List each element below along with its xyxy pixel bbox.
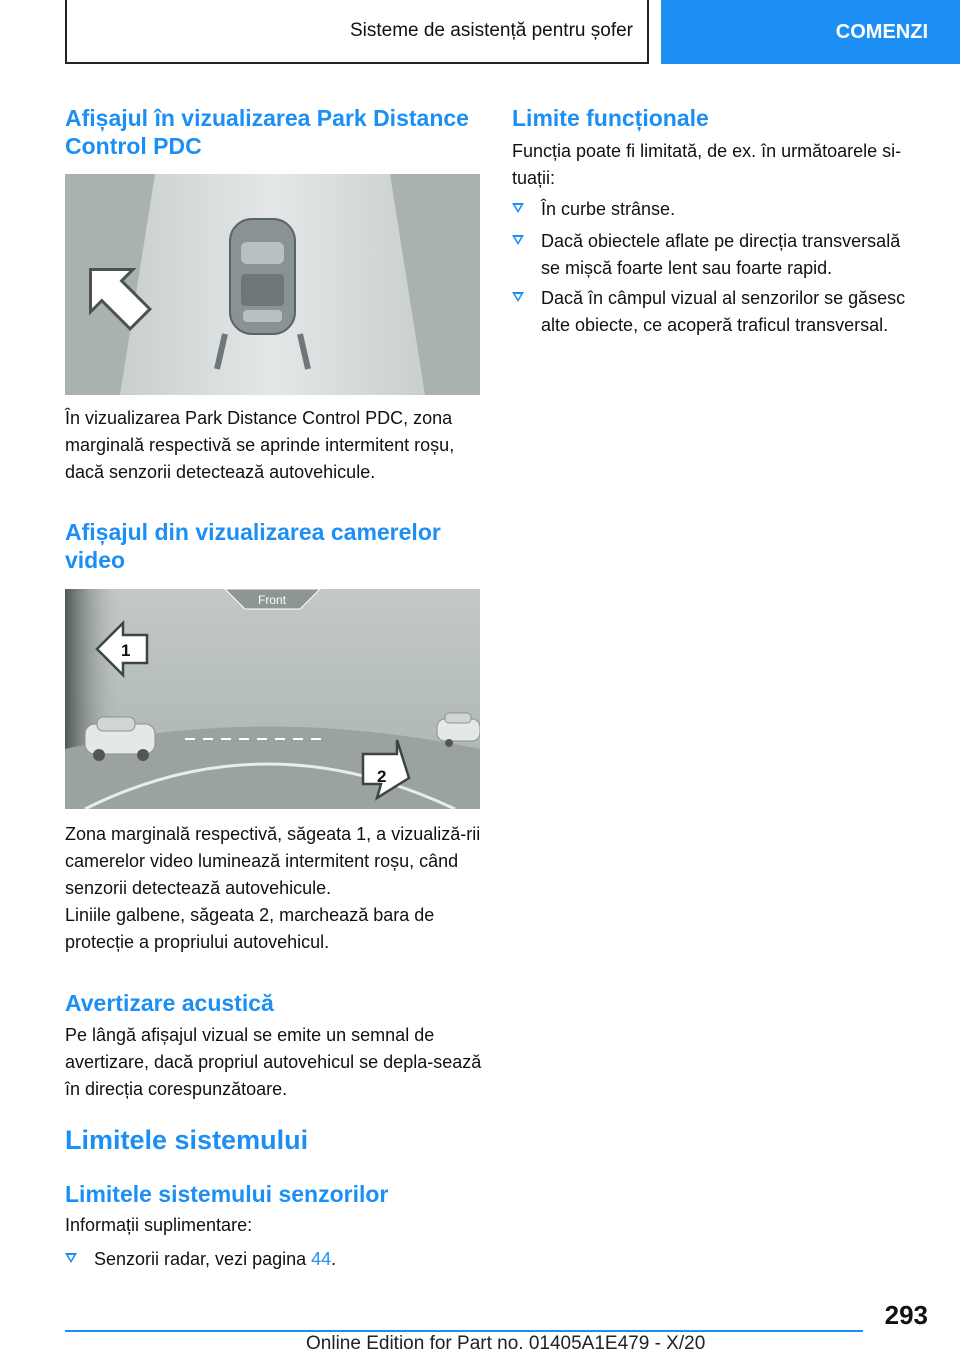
- car-left-icon: [85, 717, 155, 761]
- page-link-44[interactable]: 44: [311, 1249, 332, 1269]
- list-item-text: Dacă în câmpul vizual al senzorilor se găsesc alte obiecte, ce acoperă traficul transversal.: [541, 288, 906, 335]
- footer-edition: Online Edition for Part no. 01405A1E479 - X/20: [306, 1333, 706, 1354]
- paragraph-acoustic: Pe lângă afișajul vizual se emite un semnal de avertizare, dacă propriul autovehicul se depla-sează în direcția corespunzătoare.: [65, 1025, 482, 1099]
- paragraph-functional-intro: Funcția poate fi limitată, de ex. în următoarele si-tuații:: [512, 141, 902, 188]
- heading-system-limits: Limitele sistemului: [65, 1125, 309, 1155]
- arrow-1-label: 1: [121, 641, 131, 660]
- list-item: [512, 285, 922, 339]
- bullet-triangle-icon: [65, 1253, 77, 1263]
- heading-sensor-limits: Limitele sistemului senzorilor: [65, 1181, 389, 1207]
- list-item-radar: [65, 1246, 485, 1273]
- list-item: [512, 228, 922, 282]
- heading-camera-view: Afișajul din vizualizarea camerelor video: [65, 519, 441, 573]
- bullet-triangle-icon: [512, 292, 524, 302]
- page-number: 293: [884, 1300, 928, 1330]
- heading-acoustic-warning: Avertizare acustică: [65, 990, 274, 1016]
- bullet-radar-end: .: [331, 1249, 337, 1269]
- list-item-text: În curbe strânse.: [541, 199, 676, 219]
- footer-divider: [65, 1330, 863, 1332]
- bullet-triangle-icon: [512, 235, 524, 245]
- paragraph-camera-1: Zona marginală respectivă, săgeata 1, a vizualiză-rii camerelor video luminează intermitent roșu, când senzorii detectează autovehicule.: [65, 824, 481, 898]
- bullet-triangle-icon: [512, 203, 524, 213]
- paragraph-camera-2: Liniile galbene, săgeata 2, marchează bara de protecție a propriului autovehicul.: [65, 905, 435, 952]
- paragraph-info: Informații suplimentare:: [65, 1215, 253, 1235]
- paragraph-pdc: În vizualizarea Park Distance Control PDC, zona marginală respectivă se aprinde intermitent roșu, dacă senzorii detectează autovehicule.: [65, 408, 455, 482]
- running-header-section: [65, 0, 649, 64]
- heading-pdc-view: Afișajul în vizualizarea Park Distance Control PDC: [65, 105, 469, 159]
- figure-pdc-view: [65, 174, 480, 395]
- arrow-2-label: 2: [377, 767, 387, 786]
- section-title: Sisteme de asistență pentru șofer: [349, 20, 633, 41]
- heading-functional-limits: Limite funcționale: [512, 105, 709, 131]
- chapter-title: COMENZI: [835, 20, 928, 43]
- camera-illustration: [65, 589, 480, 809]
- list-item: [512, 196, 922, 223]
- figure-camera-view: [65, 589, 480, 809]
- list-item-text: Dacă obiectele aflate pe direcția transversală se mișcă foarte lent sau foarte rapid.: [541, 231, 901, 278]
- front-label: Front: [257, 593, 287, 607]
- bullet-radar-text: Senzorii radar, vezi pagina: [94, 1249, 312, 1269]
- chapter-tab: [661, 0, 960, 64]
- pdc-illustration: [65, 174, 480, 395]
